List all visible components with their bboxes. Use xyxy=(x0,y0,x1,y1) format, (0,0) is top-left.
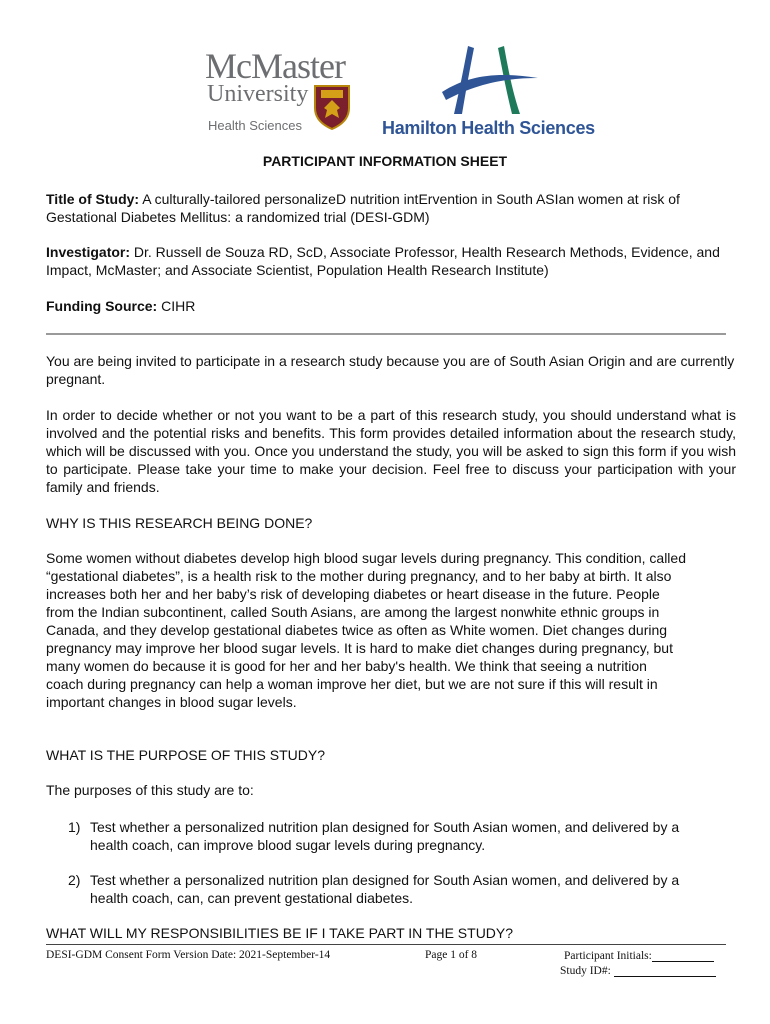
funding-label: Funding Source: xyxy=(46,298,158,314)
purpose-intro: The purposes of this study are to: xyxy=(46,782,254,798)
list-item-text: Test whether a personalized nutrition plan designed for South Asian women, and delivered by a health coach, can, can prevent gestational diabetes. xyxy=(90,872,680,906)
why-heading: WHY IS THIS RESEARCH BEING DONE? xyxy=(46,515,313,531)
funding-text: CIHR xyxy=(157,298,196,314)
study-id-field xyxy=(614,964,716,977)
footer-divider xyxy=(46,944,726,945)
funding-paragraph xyxy=(46,297,736,315)
study-id-label: Study ID#: xyxy=(560,965,611,977)
mcmaster-health-sciences-label: Health Sciences xyxy=(208,118,302,133)
page-title: PARTICIPANT INFORMATION SHEET xyxy=(262,153,508,169)
why-paragraph: Some women without diabetes develop high blood sugar levels during pregnancy. This condition, called “gestational diabetes”, is a health risk to the mother during pregnancy, and to her baby at birth. It also increases both her and her baby’s risk of developing diabetes or heart disease in the future. People from the Indian subcontinent, called South Asians, are among the largest nonwhite ethnic groups in Canada, and they develop gestational diabetes twice as often as White women. Diet changes during pregnancy may improve her blood sugar levels. It is hard to make diet changes during pregnancy, but many women do because it is good for her and her baby's health. We think that seeing a nutrition coach during pregnancy can help a woman improve her diet, but we are not sure if this will result in important changes in blood sugar levels. xyxy=(46,550,686,710)
footer-version: DESI-GDM Consent Form Version Date: 2021-September-14 xyxy=(46,949,331,961)
list-item-number: 1) xyxy=(68,819,81,835)
mcmaster-university-wordmark: University xyxy=(207,81,309,107)
study-title-label: Title of Study: xyxy=(46,191,140,207)
mcmaster-crest-icon xyxy=(313,84,351,130)
study-title-paragraph xyxy=(46,190,736,226)
responsibilities-heading: WHAT WILL MY RESPONSIBILITIES BE IF I TAKE PART IN THE STUDY? xyxy=(46,925,514,941)
study-title-text: A culturally-tailored personalizeD nutrition intErvention in South ASIan women at risk of Gestational Diabetes Mellitus: a randomized trial (DESI-GDM) xyxy=(46,191,680,225)
list-item-text: Test whether a personalized nutrition plan designed for South Asian women, and delivered by a health coach, can improve blood sugar levels during pregnancy. xyxy=(90,819,680,853)
investigator-text: Dr. Russell de Souza RD, ScD, Associate Professor, Health Research Methods, Evidence, and Impact, McMaster; and Associate Scientist, Population Health Research Institute) xyxy=(46,244,720,278)
investigator-label: Investigator: xyxy=(46,244,131,260)
investigator-paragraph xyxy=(46,243,736,279)
footer-page-number: Page 1 of 8 xyxy=(425,949,478,961)
mcmaster-wordmark: McMaster xyxy=(205,46,345,86)
participant-initials-label: Participant Initials: xyxy=(564,950,652,962)
hamilton-health-sciences-wordmark: Hamilton Health Sciences xyxy=(382,118,595,138)
decision-paragraph: In order to decide whether or not you want to be a part of this research study, you should understand what is involved and the potential risks and benefits. This form provides detailed information about the research study, which will be discussed with you. Once you understand the study, you will be asked to sign this form if you wish to participate. Please take your time to make your decision. Feel free to discuss your participation with your family and friends. xyxy=(46,407,736,495)
footer-study-id xyxy=(560,964,716,977)
footer-initials xyxy=(564,949,714,962)
hamilton-health-sciences-logo-icon xyxy=(440,44,540,116)
section-divider xyxy=(46,333,726,335)
purpose-heading: WHAT IS THE PURPOSE OF THIS STUDY? xyxy=(46,747,326,763)
list-item-number: 2) xyxy=(68,872,81,888)
invitation-paragraph: You are being invited to participate in a research study because you are of South Asian Origin and are currently pregnant. xyxy=(46,353,735,387)
participant-initials-field xyxy=(652,949,714,962)
